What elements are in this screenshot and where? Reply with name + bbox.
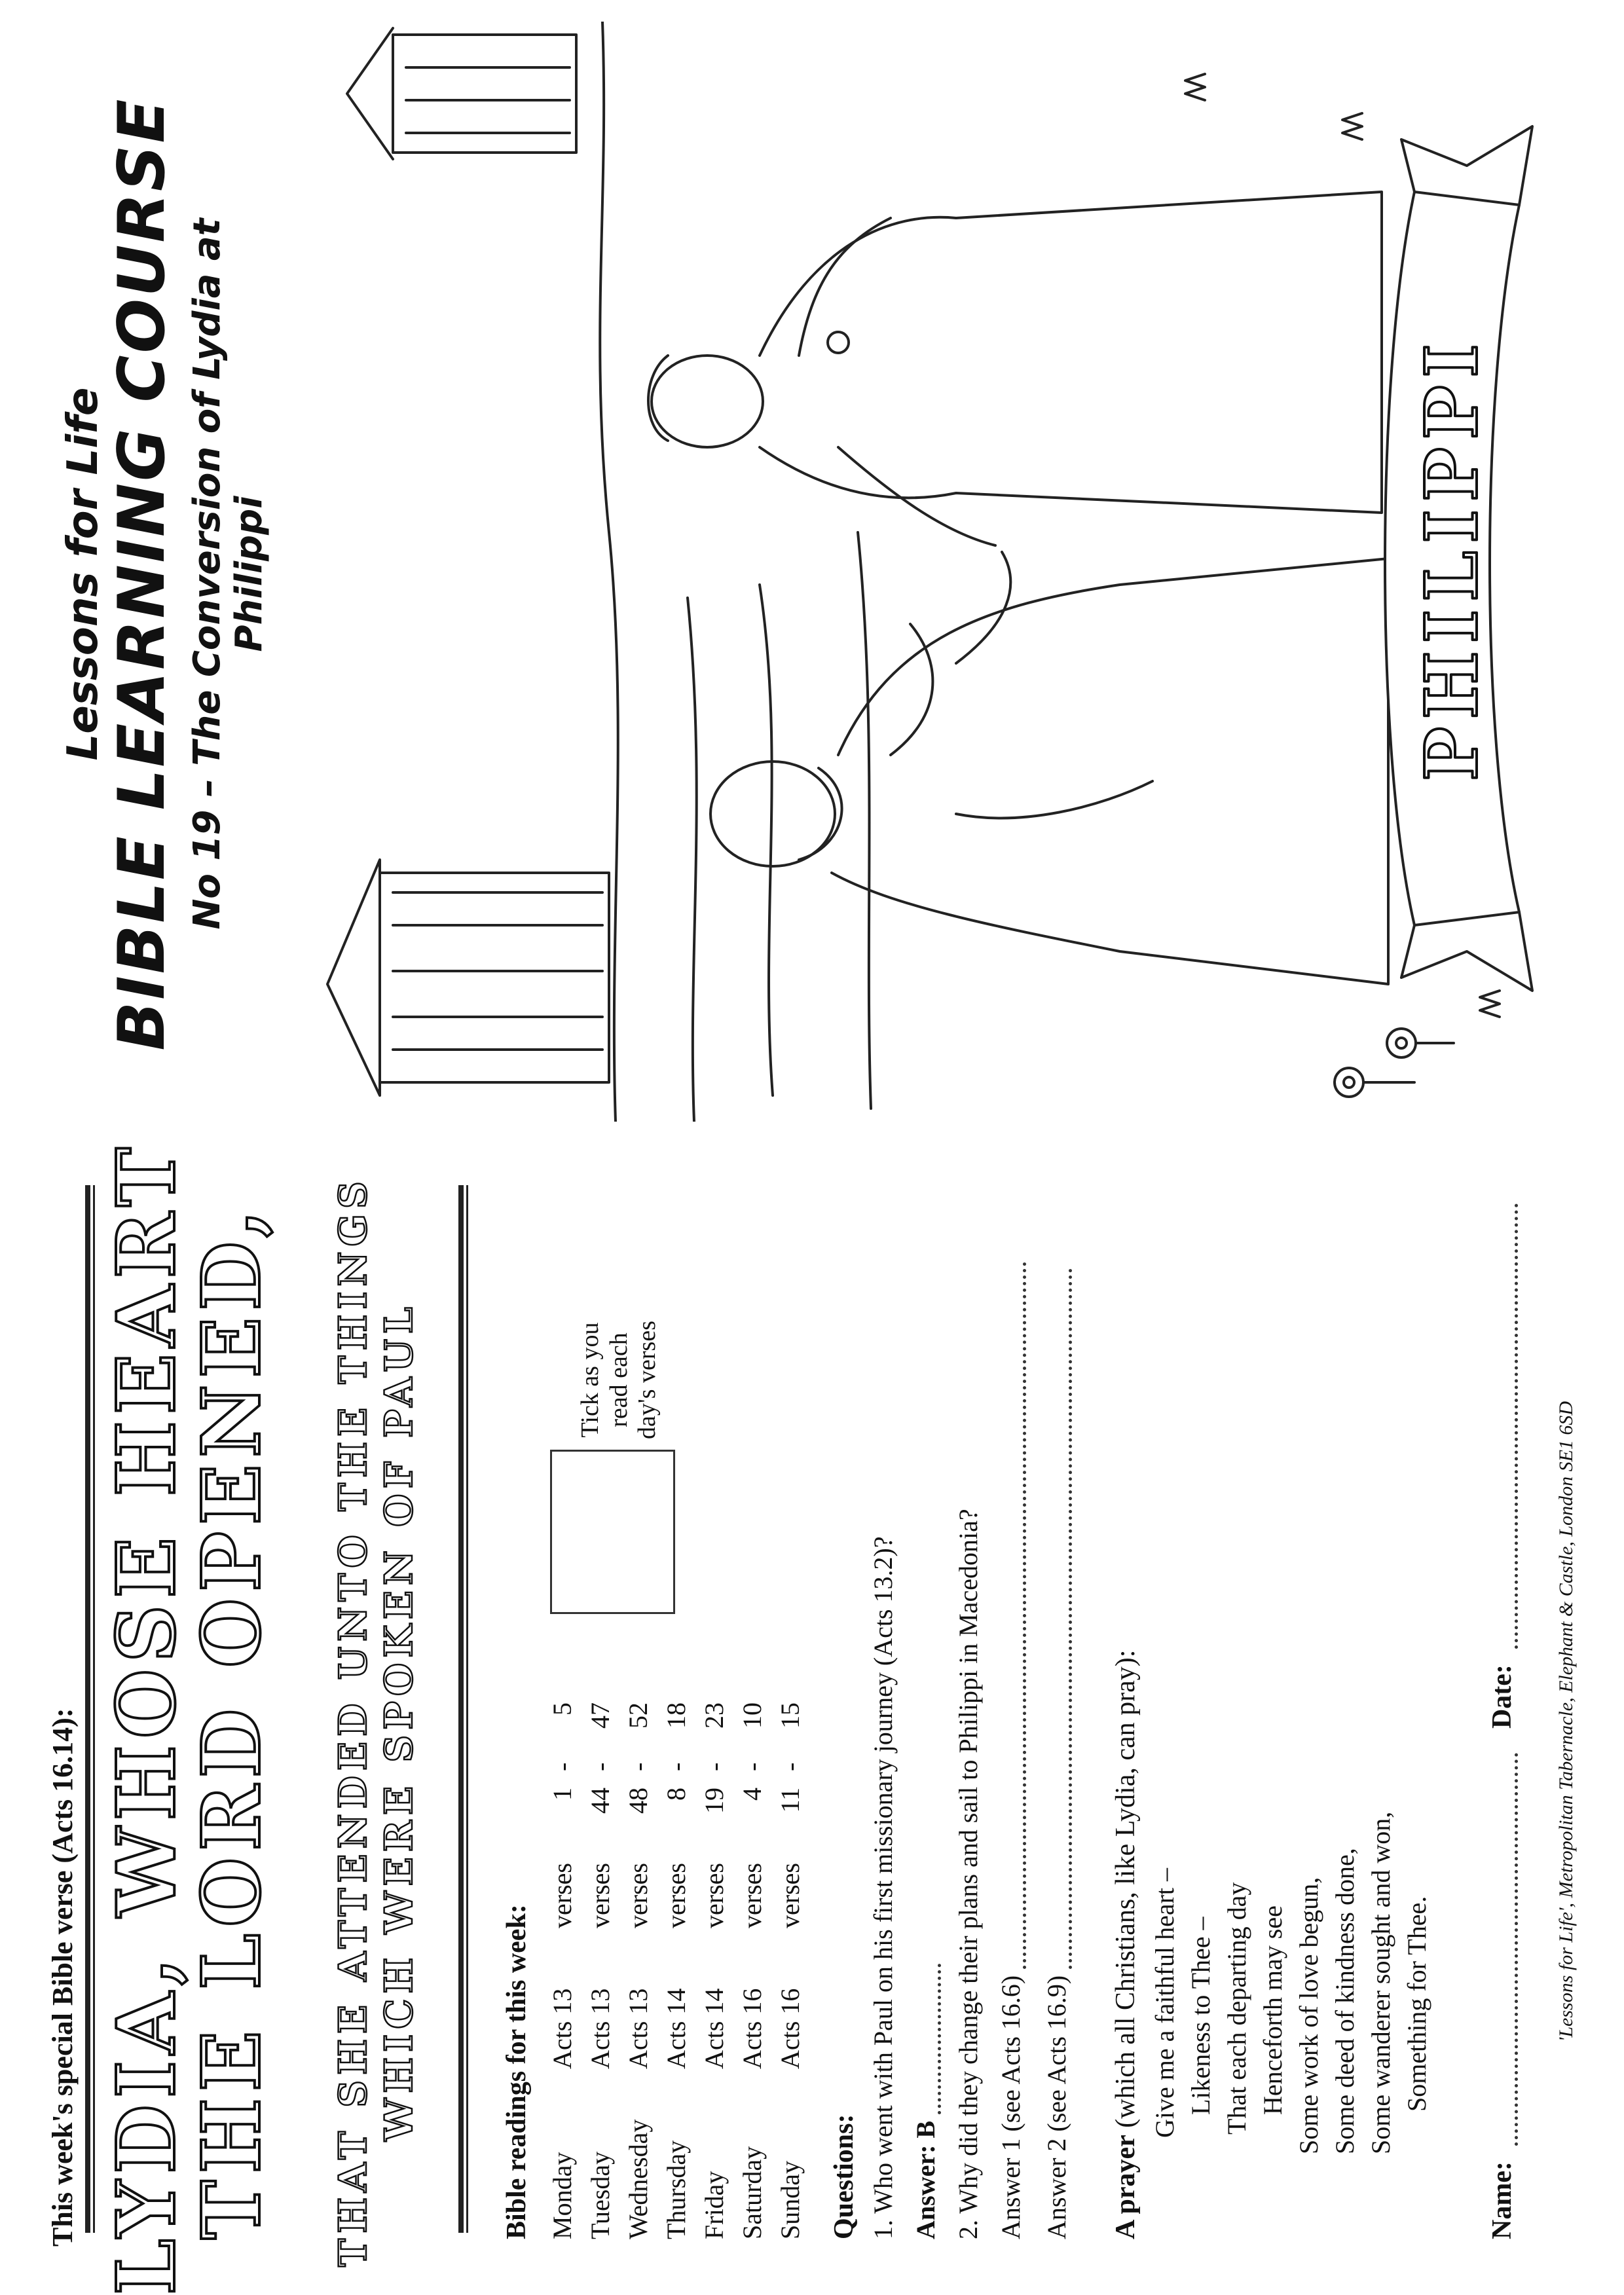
tick-box[interactable] xyxy=(550,1450,675,1614)
reading-word: verses xyxy=(585,1863,615,1928)
footer-credit: 'Lessons for Life', Metropolitan Tabernacle, Elephant & Castle, London SE1 6SD xyxy=(1555,1401,1577,2042)
cover-subtitle xyxy=(187,0,271,1148)
reading-from: 4 xyxy=(737,1788,767,1801)
prayer-line: Some work of love begun, xyxy=(1294,1877,1323,2154)
reading-to: 5 xyxy=(547,1702,577,1716)
verse-sub-line2: WHICH WERE SPOKEN OF PAUL xyxy=(377,1302,421,2141)
field-line xyxy=(688,598,697,1122)
temple-drawing xyxy=(327,860,609,1095)
questions-heading: Questions: xyxy=(829,2114,859,2239)
reading-word: verses xyxy=(775,1863,805,1928)
prayer-heading xyxy=(1110,1650,1141,2239)
grass-tuft xyxy=(1185,74,1205,100)
reading-word: verses xyxy=(623,1863,653,1928)
worksheet-panel xyxy=(0,1141,1624,2295)
answer-1-label: Answer 1 (see Acts 16.6) xyxy=(996,1975,1025,2239)
top-rule-thin xyxy=(93,1185,95,2233)
reading-word: verses xyxy=(661,1863,691,1928)
reading-day: Tuesday xyxy=(585,2151,615,2239)
answer-b-label: Answer: B xyxy=(911,2120,940,2239)
reading-word: verses xyxy=(699,1863,729,1928)
reading-day: Friday xyxy=(699,2171,729,2239)
reading-to: 52 xyxy=(623,1702,653,1729)
question-1: 1. Who went with Paul on his first missionary journey (Acts 13.2)? xyxy=(868,1536,898,2239)
reading-from: 1 xyxy=(547,1788,577,1801)
reading-from: 19 xyxy=(699,1788,729,1814)
reading-from: 48 xyxy=(623,1788,653,1814)
mid-rule-thin xyxy=(466,1185,468,2233)
reading-dash: - xyxy=(623,1762,653,1771)
field-line xyxy=(858,532,871,1109)
prayer-line: Give me a faithful heart – xyxy=(1150,1867,1179,2138)
date-label: Date: xyxy=(1487,1664,1517,1729)
name-date-row xyxy=(1486,1203,1518,2239)
grass-tuft xyxy=(1342,113,1362,139)
reading-dash: - xyxy=(585,1762,615,1771)
reading-book: Acts 13 xyxy=(623,1988,653,2069)
banner-text: PHILIPPI xyxy=(1409,336,1494,781)
verse-sub-line1: THAT SHE ATTENDED UNTO THE THINGS xyxy=(331,1176,375,2267)
cover-title: BIBLE LEARNING COURSE xyxy=(105,97,179,1051)
town-drawing xyxy=(347,28,576,159)
prayer-line: Likeness to Thee – xyxy=(1186,1917,1215,2115)
lydia-figure xyxy=(648,192,1382,545)
answer-2-label: Answer 2 (see Acts 16.9) xyxy=(1042,1975,1071,2239)
reading-word: verses xyxy=(737,1863,767,1928)
reading-book: Acts 13 xyxy=(585,1988,615,2069)
date-field[interactable] xyxy=(1500,1203,1518,1649)
reading-from: 44 xyxy=(585,1788,615,1814)
reading-day: Thursday xyxy=(661,2140,691,2239)
prayer-line: That each departing day xyxy=(1222,1882,1251,2135)
reading-to: 10 xyxy=(737,1702,767,1729)
name-field[interactable] xyxy=(1500,1753,1518,2146)
reading-to: 15 xyxy=(775,1702,805,1729)
lydia-paul-illustration xyxy=(301,22,1604,1122)
flower-decoration xyxy=(1335,1029,1454,1097)
reading-dash: - xyxy=(547,1762,577,1771)
field-line xyxy=(760,585,773,1095)
cover-kicker: Lessons for Life xyxy=(59,387,107,761)
reading-book: Acts 14 xyxy=(699,1988,729,2069)
cover-subtitle-line1: No 19 – The Conversion of Lydia at xyxy=(186,218,229,930)
reading-book: Acts 13 xyxy=(547,1988,577,2069)
question-2: 2. Why did they change their plans and sail to Philippi in Macedonia? xyxy=(953,1509,983,2239)
answer-1-field[interactable] xyxy=(1008,1262,1026,1969)
reading-to: 18 xyxy=(661,1702,691,1729)
reading-dash: - xyxy=(661,1762,691,1771)
prayer-line: Some deed of kindness done, xyxy=(1330,1848,1359,2154)
verse-intro: This week's special Bible verse (Acts 16.14): xyxy=(46,1708,79,2247)
prayer-heading-bold: A prayer xyxy=(1111,2135,1141,2239)
reading-dash: - xyxy=(737,1762,767,1771)
answer-2-field[interactable] xyxy=(1054,1268,1072,1969)
reading-day: Sunday xyxy=(775,2161,805,2239)
answer-1-row xyxy=(995,1262,1026,2239)
prayer-line: Henceforth may see xyxy=(1258,1905,1287,2115)
verse-title-line2: THE LORD OPENED, xyxy=(184,1203,278,2240)
cover-subtitle-line2: Philippi xyxy=(228,496,271,652)
prayer-heading-rest: (which all Christians, like Lydia, can pray): xyxy=(1111,1649,1141,2135)
reading-from: 11 xyxy=(775,1788,805,1813)
top-rule xyxy=(85,1185,90,2233)
reading-dash: - xyxy=(775,1762,805,1771)
prayer-line: Something for Thee. xyxy=(1402,1896,1431,2112)
reading-day: Monday xyxy=(547,2152,577,2239)
paul-figure xyxy=(710,552,1388,984)
answer-b-row xyxy=(910,1964,941,2239)
verse-title-line1: LYDIA, WHOSE HEART xyxy=(99,1141,193,2295)
prayer-line: Some wanderer sought and won, xyxy=(1366,1811,1395,2154)
reading-to: 47 xyxy=(585,1702,615,1729)
reading-to: 23 xyxy=(699,1702,729,1729)
reading-day: Saturday xyxy=(737,2146,767,2239)
reading-book: Acts 14 xyxy=(661,1988,691,2069)
answer-2-row xyxy=(1041,1268,1072,2239)
reading-book: Acts 16 xyxy=(775,1988,805,2069)
tick-label: Tick as you read each day's verses xyxy=(576,1321,661,1439)
mid-rule xyxy=(458,1185,464,2233)
reading-day: Wednesday xyxy=(623,2119,653,2239)
philippi-banner xyxy=(1385,126,1532,991)
reading-from: 8 xyxy=(661,1788,691,1801)
reading-word: verses xyxy=(547,1863,577,1928)
readings-heading: Bible readings for this week: xyxy=(502,1904,532,2239)
reading-book: Acts 16 xyxy=(737,1988,767,2069)
reading-dash: - xyxy=(699,1762,729,1771)
answer-b-field[interactable] xyxy=(923,1964,941,2114)
grass-tuft xyxy=(1480,991,1500,1017)
name-label: Name: xyxy=(1487,2161,1517,2239)
